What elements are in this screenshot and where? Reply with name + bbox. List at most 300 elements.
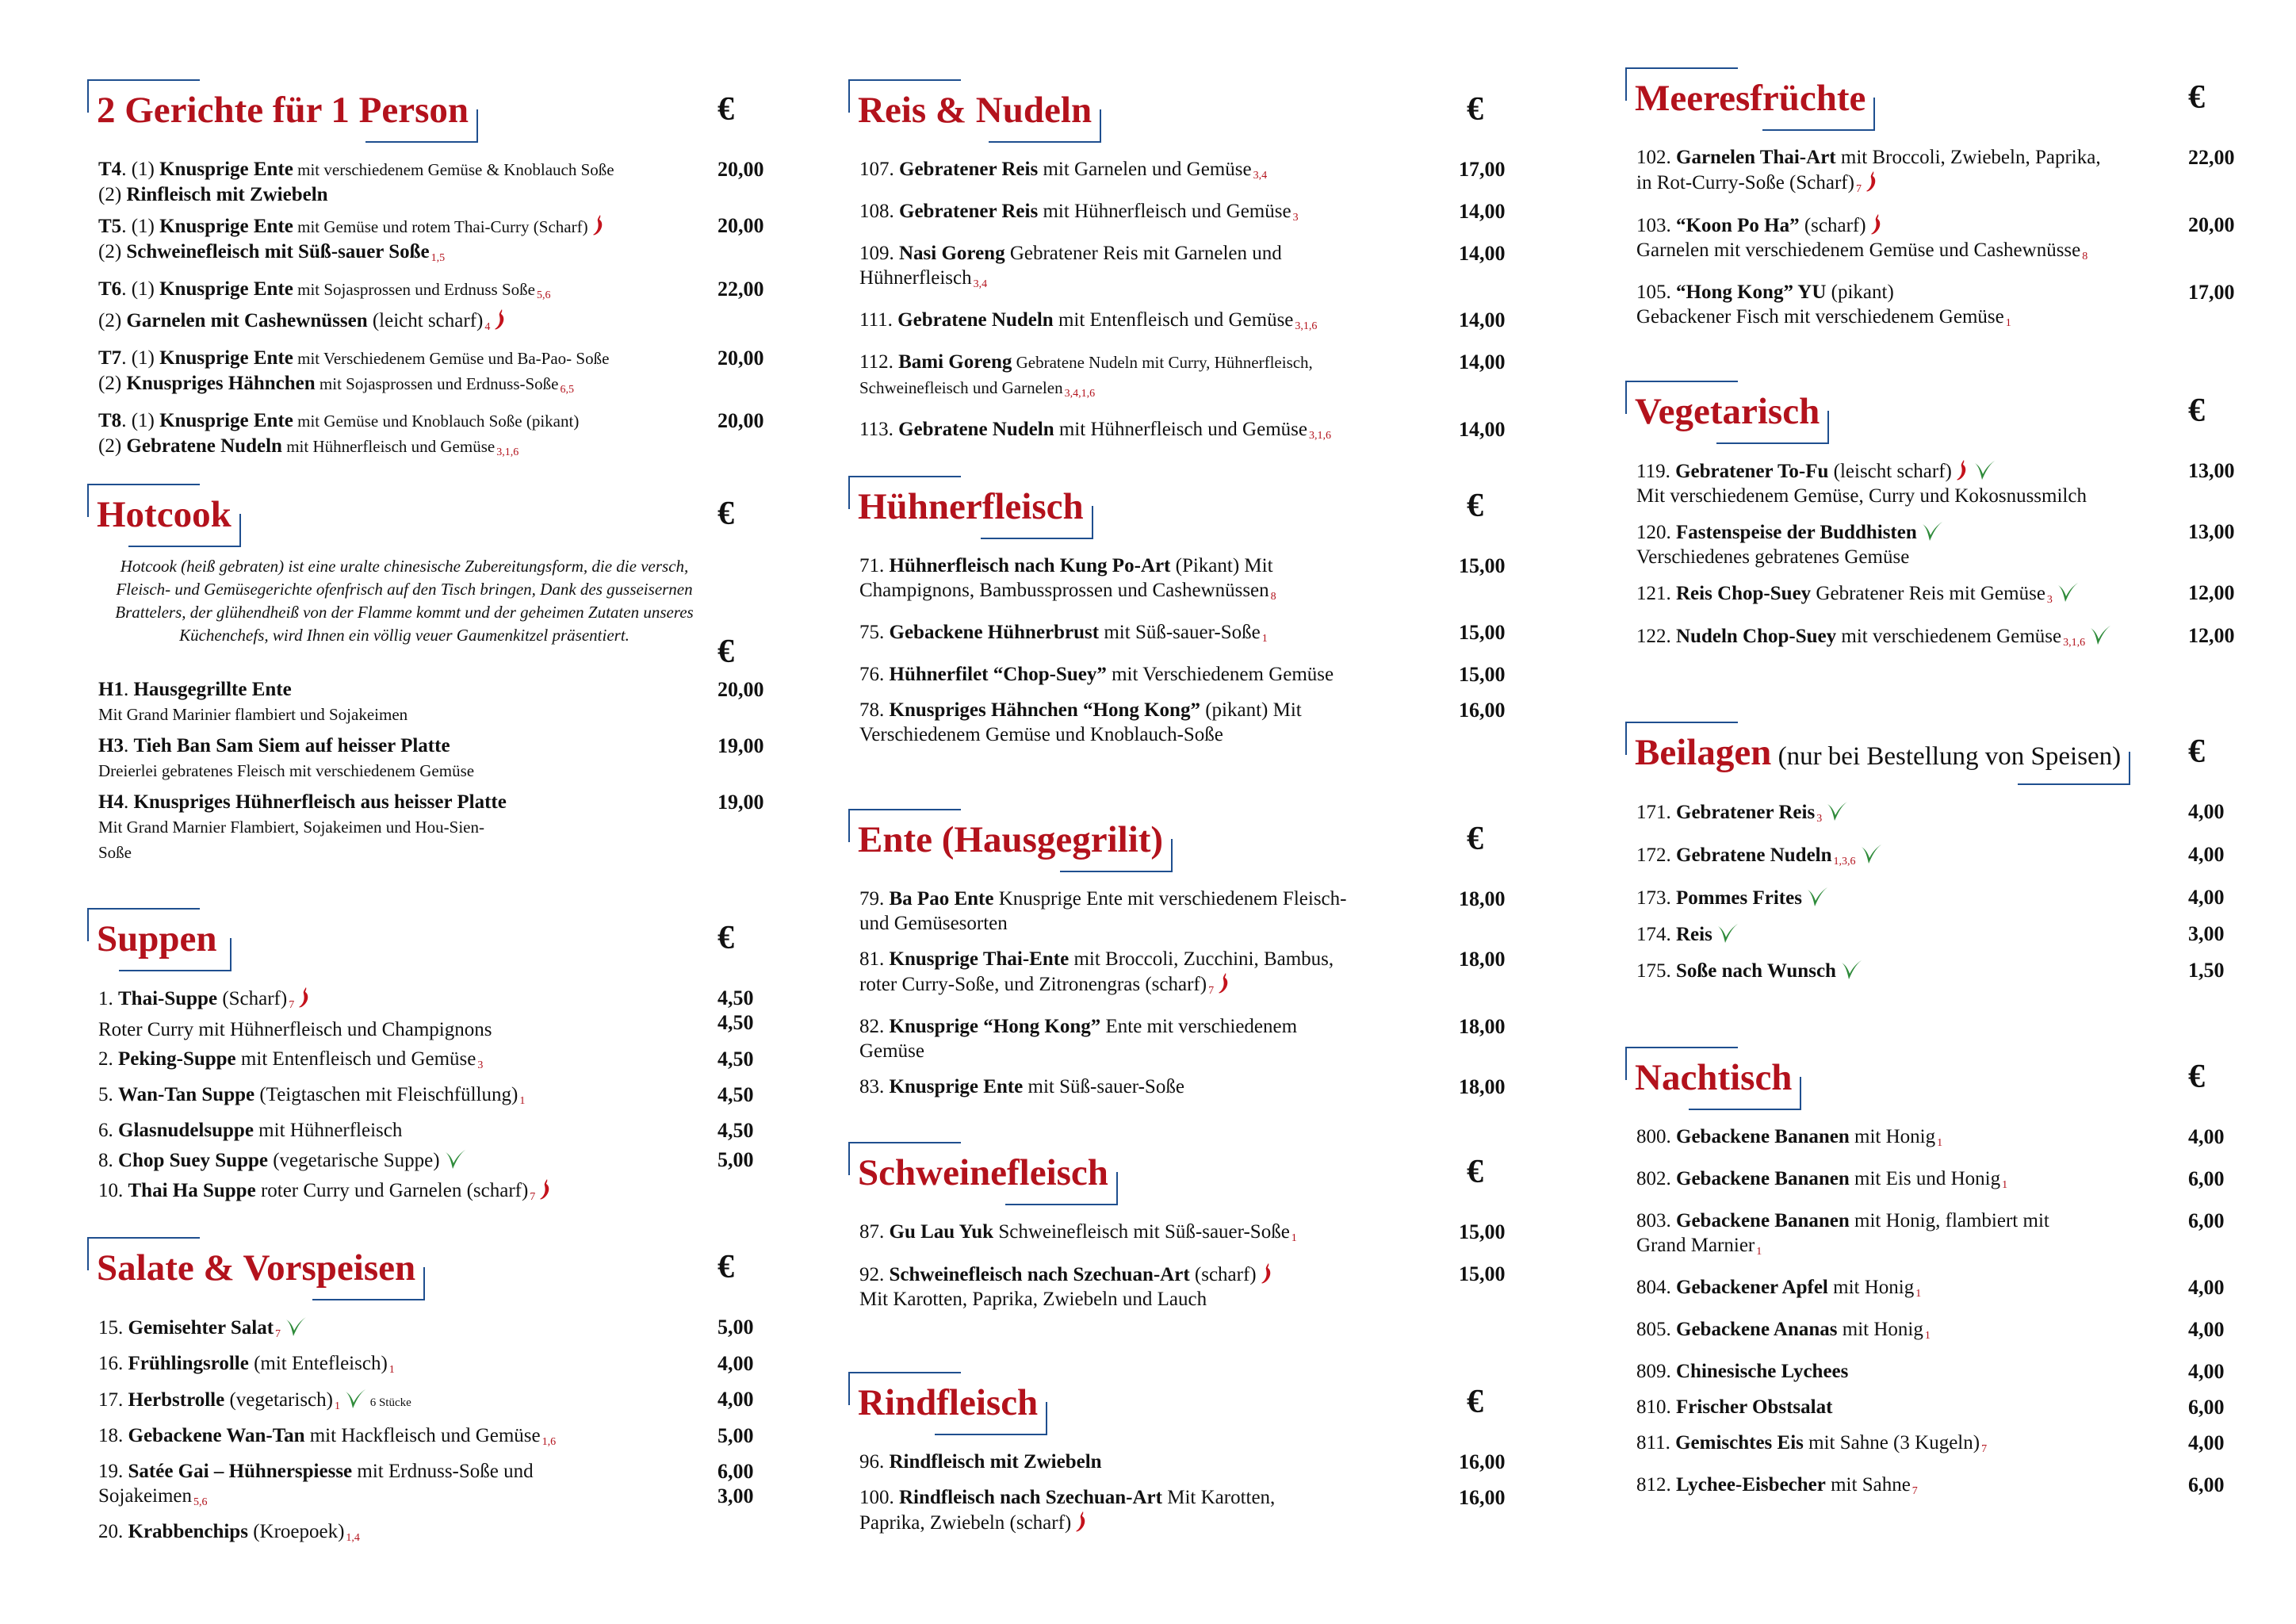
dish-name: Reis Chop-Suey bbox=[1676, 583, 1812, 604]
allergen-codes: 7 bbox=[289, 999, 295, 1011]
item-text: Roter Curry mit Hühnerfleisch und Champignons bbox=[98, 1019, 492, 1040]
item-line bbox=[859, 887, 1446, 911]
dish-name: Rindfleisch mit Zwiebeln bbox=[889, 1451, 1102, 1473]
menu-item bbox=[848, 1074, 1506, 1099]
item-text: mit Sahne (3 Kugeln) bbox=[1803, 1432, 1980, 1454]
item-text: mit Sahne bbox=[1825, 1474, 1911, 1496]
item-text: 113. bbox=[859, 419, 899, 440]
menu-item bbox=[87, 1178, 705, 1209]
item-price: 16,00 bbox=[1459, 1450, 1506, 1473]
item-text: 96. bbox=[859, 1451, 890, 1473]
item-line bbox=[98, 1178, 705, 1209]
menu-item bbox=[848, 199, 1506, 230]
item-text: mit Broccoli, Zwiebeln, Paprika, bbox=[1835, 147, 2101, 168]
item-text: Verschiedenes gebratenes Gemüse bbox=[1636, 546, 1910, 568]
menu-item bbox=[848, 350, 1506, 406]
allergen-codes: 1 bbox=[519, 1095, 526, 1107]
dish-name: Hühnerfilet “Chop-Suey” bbox=[889, 664, 1107, 685]
menu-item bbox=[848, 553, 1506, 609]
item-price: 4,50 bbox=[718, 986, 754, 1009]
item-text: 16. bbox=[98, 1353, 128, 1374]
item-line bbox=[1636, 1431, 2175, 1461]
item-text: Hühnerfleisch bbox=[859, 267, 972, 289]
section-description: Hotcook (heiß gebraten) ist eine uralte chinesische Zubereitungsform, die die versch, Fleisch- und Gemüsegerichte ofenfrisch auf den Tisch bringen, Dank des gusseisernen Brattelers, der glühendheiß von der Flamme kommt und der geheimen Zutaten unseres Küchenchefs, wird Ihnen ein völlig veuer Gaumenkitzel präsentiert. bbox=[115, 557, 694, 645]
section-title-text: Nachtisch bbox=[1635, 1057, 1793, 1098]
item-line bbox=[98, 1519, 705, 1550]
item-text: mit Verschiedenem Gemüse bbox=[1106, 664, 1334, 685]
item-list bbox=[848, 553, 1506, 747]
item-list bbox=[87, 1315, 785, 1550]
item-list bbox=[87, 677, 785, 865]
item-line bbox=[98, 157, 705, 182]
currency-symbol: € bbox=[718, 91, 734, 128]
currency-symbol: € bbox=[718, 920, 734, 956]
vegetarian-leaf-icon bbox=[343, 1387, 367, 1411]
item-line bbox=[98, 677, 705, 702]
menu-item bbox=[87, 1147, 754, 1173]
item-list bbox=[87, 986, 785, 1209]
item-line bbox=[859, 1039, 1446, 1063]
item-text: 173. bbox=[1636, 887, 1676, 909]
allergen-codes: 6,5 bbox=[560, 384, 574, 396]
allergen-codes: 3,1,6 bbox=[1295, 320, 1318, 332]
item-price: 20,00 bbox=[718, 347, 764, 370]
menu-item bbox=[87, 1082, 754, 1113]
allergen-codes: 1,6 bbox=[541, 1436, 557, 1448]
menu-item bbox=[1625, 1208, 2225, 1264]
chili-pepper-icon bbox=[1955, 458, 1969, 482]
item-line bbox=[1636, 170, 2175, 201]
item-price: 6,00 bbox=[718, 1460, 754, 1483]
dish-name: Schweinefleisch nach Szechuan-Art bbox=[889, 1264, 1190, 1285]
item-line bbox=[859, 553, 1446, 578]
item-price: 14,00 bbox=[1459, 350, 1506, 373]
item-price: 20,00 bbox=[718, 158, 764, 181]
dish-name: T7 bbox=[98, 347, 122, 369]
item-price: 4,00 bbox=[718, 1352, 754, 1375]
header-bracket-end bbox=[312, 1267, 425, 1300]
menu-item bbox=[848, 1262, 1506, 1312]
item-text: (mit Entefleisch) bbox=[248, 1353, 388, 1374]
item-text: mit Honig, flambiert mit bbox=[1849, 1210, 2049, 1231]
item-text: 803. bbox=[1636, 1210, 1676, 1231]
item-line bbox=[98, 1017, 705, 1042]
currency-symbol: € bbox=[2188, 1059, 2205, 1095]
item-price: 13,00 bbox=[2188, 520, 2235, 543]
menu-item bbox=[1625, 958, 2225, 983]
item-text: 76. bbox=[859, 664, 890, 685]
menu-item bbox=[848, 662, 1506, 687]
item-text: mit Hühnerfleisch und Gemüse bbox=[1038, 201, 1292, 222]
allergen-codes: 8 bbox=[1270, 591, 1276, 603]
item-text: 107. bbox=[859, 159, 899, 180]
item-line bbox=[859, 1510, 1446, 1535]
item-price: 12,00 bbox=[2188, 581, 2235, 604]
menu-section bbox=[1625, 67, 2260, 347]
dish-name: Knusprige Thai-Ente bbox=[889, 948, 1070, 970]
item-line bbox=[98, 758, 705, 783]
item-price: 19,00 bbox=[718, 791, 764, 814]
item-list bbox=[1625, 1124, 2260, 1503]
menu-item bbox=[1625, 458, 2235, 508]
dish-name: Gebackene Bananen bbox=[1676, 1126, 1850, 1147]
item-line bbox=[1636, 145, 2175, 170]
item-text: 800. bbox=[1636, 1126, 1676, 1147]
chili-pepper-icon bbox=[591, 213, 606, 237]
menu-item bbox=[848, 308, 1506, 339]
item-text: . bbox=[123, 791, 134, 813]
item-text: mit Gemüse und Knoblauch Soße (pikant) bbox=[293, 412, 580, 431]
dish-name: Gebackener Apfel bbox=[1676, 1277, 1828, 1298]
item-line bbox=[98, 1147, 705, 1173]
item-text: 81. bbox=[859, 948, 890, 970]
dish-name: Chinesische Lychees bbox=[1676, 1361, 1849, 1382]
item-text: (2) bbox=[98, 435, 127, 457]
item-price: 17,00 bbox=[2188, 281, 2235, 304]
item-price: 4,50 bbox=[718, 1083, 754, 1106]
item-text: Paprika, Zwiebeln (scharf) bbox=[859, 1512, 1072, 1534]
section-header bbox=[848, 79, 1483, 143]
menu-section bbox=[848, 1372, 1506, 1546]
section-header bbox=[1625, 1047, 2260, 1110]
dish-name: Knusprige Ente bbox=[159, 347, 293, 369]
item-text: 802. bbox=[1636, 1168, 1676, 1189]
allergen-codes: 3 bbox=[477, 1059, 484, 1071]
allergen-codes: 1 bbox=[1924, 1330, 1931, 1342]
menu-item bbox=[1625, 213, 2235, 269]
menu-item bbox=[848, 417, 1506, 448]
allergen-codes: 7 bbox=[1981, 1443, 1988, 1455]
chili-pepper-icon bbox=[297, 986, 312, 1009]
menu-item bbox=[848, 1220, 1506, 1251]
currency-symbol: € bbox=[2188, 393, 2205, 429]
item-text: 87. bbox=[859, 1221, 890, 1243]
item-line bbox=[98, 239, 705, 270]
menu-item bbox=[1625, 1317, 2225, 1348]
dish-name: Knusprige Ente bbox=[159, 278, 293, 300]
item-price: 6,00 bbox=[2188, 1396, 2225, 1419]
chili-pepper-icon bbox=[1260, 1262, 1274, 1285]
allergen-codes: 8 bbox=[2082, 251, 2088, 262]
item-list bbox=[1625, 145, 2260, 335]
item-price: 20,00 bbox=[718, 678, 764, 701]
item-text: 809. bbox=[1636, 1361, 1676, 1382]
item-text: 804. bbox=[1636, 1277, 1676, 1298]
item-text: Grand Marnier bbox=[1636, 1235, 1755, 1256]
header-bracket-end bbox=[989, 109, 1101, 143]
item-line bbox=[859, 308, 1446, 339]
menu-item bbox=[87, 1459, 754, 1515]
currency-symbol: € bbox=[1467, 1154, 1483, 1190]
item-text: 83. bbox=[859, 1076, 890, 1097]
item-text: Mit verschiedenem Gemüse, Curry und Kokosnussmilch bbox=[1636, 485, 2087, 507]
item-text: (pikant) Mit bbox=[1200, 699, 1302, 721]
section-title-text: Beilagen bbox=[1635, 732, 1772, 773]
item-price: 13,00 bbox=[2188, 459, 2235, 482]
menu-section bbox=[87, 484, 785, 871]
menu-item bbox=[1625, 519, 2235, 569]
item-line bbox=[859, 1485, 1446, 1510]
item-price: 4,00 bbox=[2188, 1276, 2225, 1299]
item-line bbox=[1636, 885, 2175, 910]
item-list bbox=[1625, 458, 2260, 655]
item-price: 22,00 bbox=[718, 278, 764, 301]
item-text: 15. bbox=[98, 1317, 128, 1339]
item-line bbox=[1636, 458, 2175, 484]
item-text: 17. bbox=[98, 1389, 128, 1411]
item-text: 112. bbox=[859, 351, 899, 373]
menu-item bbox=[848, 241, 1506, 297]
item-price: 4,00 bbox=[2188, 1431, 2225, 1454]
vegetarian-leaf-icon bbox=[1716, 921, 1739, 945]
menu-section bbox=[848, 1142, 1506, 1323]
item-text: Ente mit verschiedenem bbox=[1100, 1016, 1298, 1037]
item-text: (2) bbox=[98, 373, 127, 394]
section-header bbox=[1625, 722, 2260, 785]
item-line bbox=[1636, 304, 2175, 335]
allergen-codes: 7 bbox=[530, 1191, 536, 1203]
allergen-codes: 3,1,6 bbox=[2063, 637, 2086, 649]
chili-pepper-icon bbox=[1217, 971, 1231, 995]
item-text: 174. bbox=[1636, 924, 1676, 945]
allergen-codes: 1 bbox=[1291, 1232, 1297, 1244]
menu-item bbox=[1625, 842, 2225, 874]
item-line bbox=[98, 1315, 705, 1346]
item-text: (leischt scharf) bbox=[1828, 461, 1952, 482]
item-text: 122. bbox=[1636, 626, 1676, 647]
item-line bbox=[859, 1287, 1446, 1312]
item-line bbox=[1636, 580, 2175, 612]
item-line bbox=[1636, 1395, 2175, 1419]
item-line bbox=[859, 1074, 1446, 1099]
dish-name: Gebratene Nudeln bbox=[897, 309, 1054, 331]
menu-item bbox=[1625, 1166, 2225, 1197]
item-line bbox=[98, 1118, 705, 1143]
allergen-codes: 5,6 bbox=[536, 289, 551, 301]
item-price: 4,00 bbox=[2188, 843, 2225, 866]
item-price: 15,00 bbox=[1459, 1262, 1506, 1285]
vegetarian-leaf-icon bbox=[443, 1147, 467, 1171]
section-title-text: Meeresfrüchte bbox=[1635, 78, 1866, 119]
item-text: 811. bbox=[1636, 1432, 1676, 1454]
vegetarian-leaf-icon bbox=[1920, 519, 1944, 543]
item-price: 15,00 bbox=[1459, 621, 1506, 644]
section-title-text: Hühnerfleisch bbox=[858, 486, 1084, 527]
item-price: 6,00 bbox=[2188, 1473, 2225, 1496]
menu-item bbox=[87, 213, 764, 270]
allergen-codes: 1 bbox=[1261, 633, 1268, 645]
menu-item bbox=[87, 346, 764, 402]
menu-item bbox=[87, 677, 764, 727]
item-text: 100. bbox=[859, 1487, 899, 1508]
item-text: Mit Karotten, Paprika, Zwiebeln und Lauch bbox=[859, 1289, 1207, 1310]
item-text: mit Süß-sauer-Soße bbox=[1099, 622, 1261, 643]
vegetarian-leaf-icon bbox=[1825, 799, 1849, 823]
item-list bbox=[848, 1220, 1506, 1312]
item-text: 109. bbox=[859, 243, 899, 264]
item-text: Garnelen mit verschiedenem Gemüse und Cashewnüsse bbox=[1636, 239, 2081, 261]
dish-name: Gebratene Nudeln bbox=[126, 435, 282, 457]
dish-name: “Koon Po Ha” bbox=[1676, 215, 1800, 236]
dish-name: Reis bbox=[1676, 924, 1712, 945]
dish-name: Gebackene Ananas bbox=[1676, 1319, 1838, 1340]
dish-name: Soße nach Wunsch bbox=[1676, 960, 1836, 982]
allergen-codes: 7 bbox=[1911, 1485, 1918, 1497]
item-list bbox=[1625, 799, 2260, 983]
item-price: 20,00 bbox=[2188, 213, 2235, 236]
item-line bbox=[98, 814, 705, 840]
menu-item bbox=[87, 986, 754, 1042]
menu-item bbox=[848, 1450, 1506, 1474]
dish-name: Tieh Ban Sam Siem auf heisser Platte bbox=[133, 735, 450, 756]
item-text: 6 Stücke bbox=[366, 1396, 411, 1409]
section-header bbox=[87, 908, 785, 971]
item-price: 18,00 bbox=[1459, 887, 1506, 910]
item-line bbox=[859, 1220, 1446, 1251]
section-header bbox=[848, 476, 1483, 539]
item-text: 119. bbox=[1636, 461, 1676, 482]
menu-item bbox=[87, 1315, 754, 1346]
item-line bbox=[98, 408, 705, 434]
item-list bbox=[848, 157, 1506, 448]
menu-section bbox=[1625, 1047, 2260, 1515]
menu-item bbox=[848, 1485, 1506, 1535]
menu-section bbox=[1625, 381, 2260, 666]
item-line bbox=[98, 308, 705, 339]
allergen-codes: 3,1,6 bbox=[1308, 430, 1331, 442]
menu-column-left bbox=[87, 0, 785, 1624]
dish-name: Frühlingsrolle bbox=[128, 1353, 249, 1374]
item-line bbox=[1636, 1124, 2175, 1155]
menu-item bbox=[1625, 921, 2225, 947]
item-text: 171. bbox=[1636, 802, 1676, 823]
menu-item bbox=[848, 157, 1506, 188]
item-line bbox=[859, 350, 1446, 375]
item-price: 4,50 bbox=[718, 1119, 754, 1142]
item-text: Sojakeimen bbox=[98, 1485, 193, 1507]
item-text: mit Erdnuss-Soße und bbox=[352, 1461, 534, 1482]
currency-symbol: € bbox=[1467, 821, 1483, 857]
item-price: 3,00 bbox=[2188, 922, 2225, 945]
item-line bbox=[98, 790, 705, 814]
item-price: 4,50 bbox=[718, 1048, 754, 1071]
allergen-codes: 3,4 bbox=[1253, 170, 1268, 182]
item-line bbox=[859, 578, 1446, 609]
item-text: 810. bbox=[1636, 1396, 1676, 1418]
menu-item bbox=[87, 1423, 754, 1454]
item-text: (pikant) bbox=[1826, 282, 1894, 303]
item-line bbox=[859, 662, 1446, 687]
item-line bbox=[1636, 1208, 2175, 1233]
dish-name: Thai Ha Suppe bbox=[128, 1180, 256, 1201]
item-text: 812. bbox=[1636, 1474, 1676, 1496]
dish-name: H1 bbox=[98, 679, 124, 700]
dish-name: Thai-Suppe bbox=[118, 988, 218, 1009]
section-header bbox=[1625, 67, 2260, 131]
menu-item bbox=[848, 620, 1506, 651]
item-line bbox=[98, 1484, 705, 1515]
dish-name: Knusprige Ente bbox=[159, 159, 293, 180]
section-header bbox=[848, 1372, 1483, 1435]
item-text: mit Entenfleisch und Gemüse bbox=[235, 1048, 476, 1070]
item-line bbox=[98, 182, 705, 207]
item-text: mit Honig bbox=[1849, 1126, 1936, 1147]
dish-name: Knuspriges Hähnchen bbox=[126, 373, 316, 394]
menu-item bbox=[848, 887, 1506, 936]
item-text: Schweinefleisch und Garnelen bbox=[859, 378, 1063, 397]
item-line bbox=[98, 986, 705, 1017]
item-price: 15,00 bbox=[1459, 554, 1506, 577]
item-text: . (1) bbox=[121, 159, 160, 180]
currency-symbol: € bbox=[1467, 1384, 1483, 1420]
item-text: 108. bbox=[859, 201, 899, 222]
item-price: 15,00 bbox=[1459, 663, 1506, 686]
chili-pepper-icon bbox=[1869, 213, 1884, 236]
item-text: . (1) bbox=[121, 410, 160, 431]
item-text: Gebratener Reis mit Garnelen und bbox=[1004, 243, 1282, 264]
allergen-codes: 7 bbox=[1208, 985, 1215, 997]
section-title-text: 2 Gerichte für 1 Person bbox=[97, 90, 469, 131]
dish-name: Gebackene Bananen bbox=[1676, 1210, 1850, 1231]
item-line bbox=[98, 1423, 705, 1454]
item-text: mit Verschiedenem Gemüse und Ba-Pao- Soße bbox=[293, 349, 610, 368]
allergen-codes: 3 bbox=[1816, 813, 1823, 825]
item-text: 18. bbox=[98, 1425, 128, 1446]
section-title-text: Hotcook bbox=[97, 494, 232, 535]
item-text: mit Broccoli, Zucchini, Bambus, bbox=[1069, 948, 1334, 970]
item-price: 4,00 bbox=[2188, 1125, 2225, 1148]
item-text: 103. bbox=[1636, 215, 1676, 236]
dish-name: T5 bbox=[98, 216, 122, 237]
item-text: (Teigtaschen mit Fleischfüllung) bbox=[254, 1084, 519, 1105]
item-line bbox=[1636, 1317, 2175, 1348]
item-text: 102. bbox=[1636, 147, 1676, 168]
item-line bbox=[98, 371, 705, 402]
item-price: 3,00 bbox=[718, 1484, 754, 1507]
vegetarian-leaf-icon bbox=[2088, 623, 2112, 647]
item-text: 71. bbox=[859, 555, 890, 576]
section-title-text: Schweinefleisch bbox=[858, 1152, 1108, 1193]
item-line bbox=[859, 266, 1446, 297]
allergen-codes: 1,3,6 bbox=[1833, 856, 1856, 868]
menu-item bbox=[1625, 1124, 2225, 1155]
item-line bbox=[859, 241, 1446, 266]
item-price: 4,00 bbox=[2188, 886, 2225, 909]
allergen-codes: 1 bbox=[2005, 317, 2011, 329]
currency-symbol: € bbox=[718, 634, 734, 670]
item-price: 12,00 bbox=[2188, 624, 2235, 647]
item-text: (Kroepoek) bbox=[247, 1521, 345, 1542]
allergen-codes: 1,4 bbox=[346, 1532, 360, 1544]
item-text: mit Garnelen und Gemüse bbox=[1038, 159, 1252, 180]
menu-item bbox=[1625, 1473, 2225, 1503]
menu-item bbox=[87, 733, 764, 783]
item-text: 20. bbox=[98, 1521, 128, 1542]
item-text: mit Gemüse und rotem Thai-Curry (Scharf) bbox=[293, 217, 588, 236]
section-header bbox=[87, 79, 785, 143]
dish-name: Knusprige Ente bbox=[889, 1076, 1024, 1097]
dish-name: Schweinefleisch mit Süß-sauer Soße bbox=[126, 241, 430, 262]
section-header bbox=[1625, 381, 2260, 444]
item-text: mit Honig bbox=[1837, 1319, 1923, 1340]
chili-pepper-icon bbox=[1074, 1510, 1089, 1534]
vegetarian-leaf-icon bbox=[1859, 842, 1883, 866]
menu-column-middle bbox=[848, 0, 1506, 1624]
item-text: (Pikant) Mit bbox=[1170, 555, 1273, 576]
item-line bbox=[859, 375, 1446, 406]
menu-item bbox=[1625, 1275, 2225, 1306]
item-text: Knusprige Ente mit verschiedenem Fleisch- bbox=[993, 888, 1347, 910]
